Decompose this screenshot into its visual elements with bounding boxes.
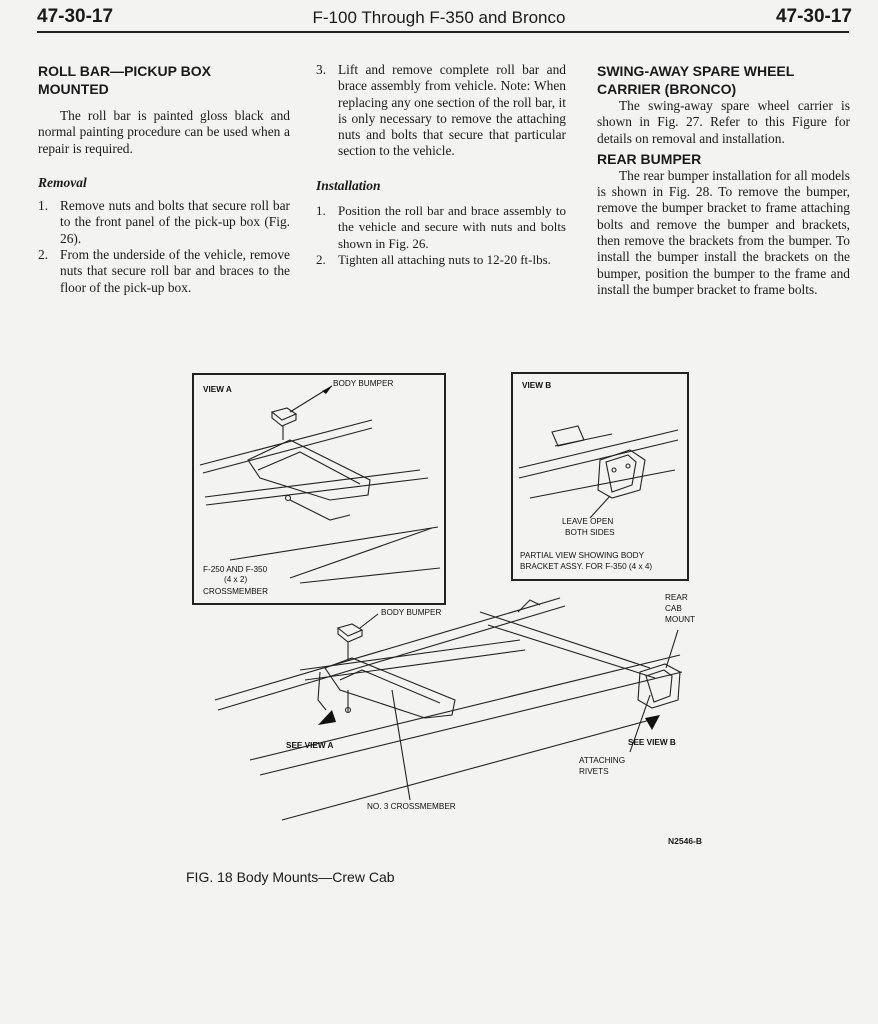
removal-steps-continued — [316, 62, 566, 160]
view-a-frame — [193, 374, 445, 604]
roll-bar-heading-line2: MOUNTED — [38, 81, 109, 97]
crossmember-label-line1: F-250 AND F-350 — [203, 565, 268, 574]
crossmember-label-line2: (4 x 2) — [224, 575, 248, 584]
attaching-rivets-line1: ATTACHING — [579, 756, 626, 765]
spare-wheel-paragraph: The swing-away spare wheel carrier is shown in Fig. 27. Refer to this Figure for details on removal and installation. — [597, 98, 850, 146]
partial-view-line2: BRACKET ASSY. FOR F-350 (4 x 4) — [520, 562, 653, 571]
figure-caption: FIG. 18 Body Mounts—Crew Cab — [186, 869, 395, 885]
no3-crossmember-label: NO. 3 CROSSMEMBER — [367, 802, 456, 811]
installation-step: 2. Tighten all attaching nuts to 12-20 ft-lbs. — [316, 251, 551, 267]
removal-heading: Removal — [38, 174, 87, 190]
column-1 — [38, 62, 290, 296]
removal-step: 2. From the underside of the vehicle, remove nuts that secure roll bar and braces to the floor of the pick-up box. — [38, 247, 290, 295]
removal-step: 3. Lift and remove complete roll bar and brace assembly from vehicle. Note: When replacing any one section of the roll bar, it is only necessary to remove the attaching nuts and bolts that secure that particular section to the vehicle. — [316, 62, 566, 159]
view-b-frame — [512, 373, 688, 580]
leave-open-line2: BOTH SIDES — [565, 528, 615, 537]
see-view-a-label: SEE VIEW A — [286, 741, 334, 750]
spare-wheel-heading-line2: CARRIER (BRONCO) — [597, 81, 737, 97]
leave-open-line1: LEAVE OPEN — [562, 517, 614, 526]
removal-step: 1. Remove nuts and bolts that secure roll bar to the front panel of the pick-up box (Fig. 26). — [38, 198, 290, 246]
header-rule — [37, 31, 849, 33]
rear-bumper-paragraph: The rear bumper installation for all models is shown in Fig. 28. To remove the bumper, remove the bumper bracket to frame attaching bolts and remove the bumper and brackets, then remove the brackets from the bumper. To install the bumper install the brackets on the bumper, position the bumper to the frame and install the bumper bracket to frame bolts. — [597, 167, 850, 297]
page-number-right: 47-30-17 — [775, 6, 852, 27]
installation-step: 1. Position the roll bar and brace assembly to the vehicle and secure with nuts and bolts shown in Fig. 26. — [316, 203, 566, 251]
installation-steps — [316, 203, 566, 268]
body-bumper-label: BODY BUMPER — [333, 379, 394, 388]
rear-cab-mount-line3: MOUNT — [665, 615, 696, 624]
rear-cab-mount-line2: CAB — [665, 604, 682, 613]
main-body-bumper-label: BODY BUMPER — [381, 608, 442, 617]
rear-bumper-heading: REAR BUMPER — [597, 150, 702, 167]
roll-bar-heading — [38, 62, 290, 98]
roll-bar-intro: The roll bar is painted gloss black and normal painting procedure can be used when a repair is required. — [38, 108, 290, 156]
attaching-rivets-line2: RIVETS — [579, 767, 609, 776]
see-view-a-arrow — [318, 710, 336, 725]
figure-number: N2546-B — [668, 836, 703, 846]
view-a-label: VIEW A — [203, 385, 232, 394]
page-number-left: 47-30-17 — [37, 6, 114, 27]
column-2 — [316, 62, 566, 268]
roll-bar-heading-line1: ROLL BAR—PICKUP BOX — [38, 63, 211, 79]
see-view-b-arrow — [645, 715, 660, 730]
rear-cab-mount-line1: REAR — [665, 593, 688, 602]
view-b-label: VIEW B — [522, 381, 552, 390]
crossmember-label-line3: CROSSMEMBER — [203, 587, 269, 596]
column-3 — [597, 62, 850, 298]
see-view-b-label: SEE VIEW B — [628, 738, 676, 747]
running-title: F-100 Through F-350 and Bronco — [312, 8, 566, 27]
spare-wheel-heading-line1: SWING-AWAY SPARE WHEEL — [597, 63, 795, 79]
installation-heading: Installation — [316, 177, 381, 193]
removal-steps — [38, 198, 290, 296]
partial-view-line1: PARTIAL VIEW SHOWING BODY — [520, 551, 645, 560]
spare-wheel-heading — [597, 62, 850, 98]
